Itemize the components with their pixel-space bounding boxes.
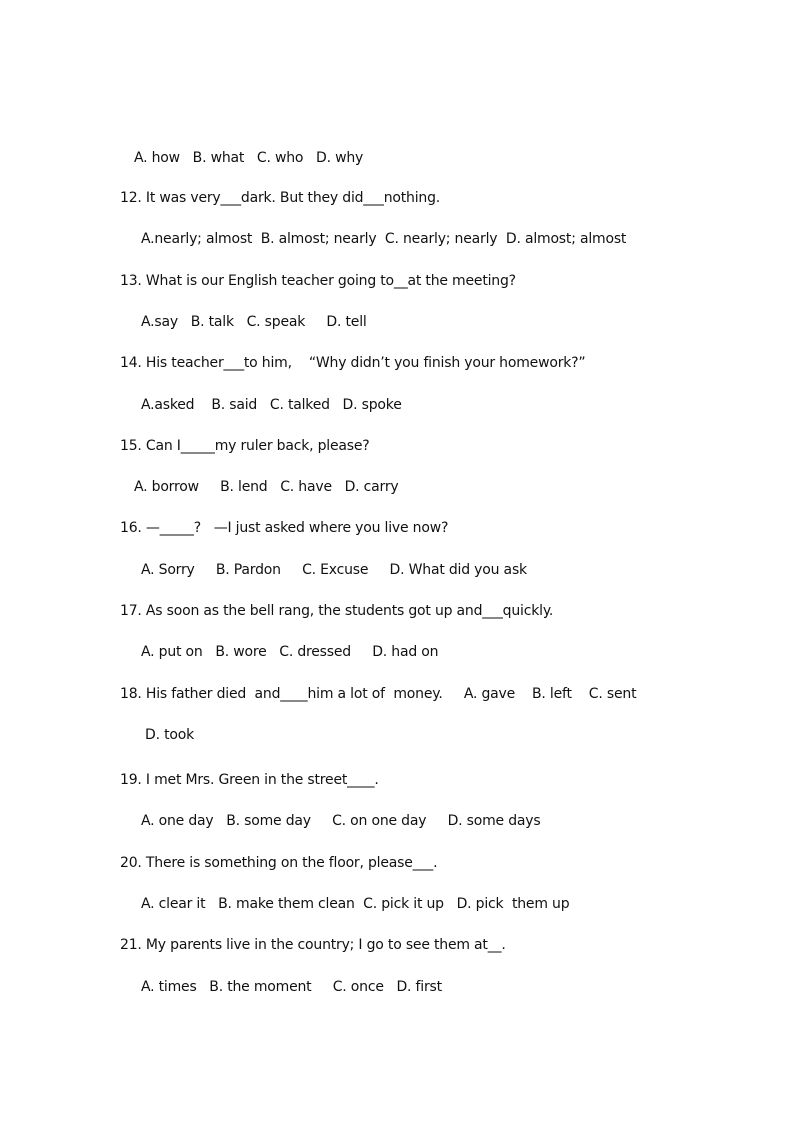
q17-question: 17. As soon as the bell rang, the students got up and___quickly.	[120, 603, 554, 619]
q16-question: 16. —_____? —I just asked where you live now?	[120, 520, 449, 536]
q16-options: A. Sorry B. Pardon C. Excuse D. What did you ask	[141, 562, 527, 578]
q19-question: 19. I met Mrs. Green in the street____.	[120, 772, 379, 788]
q20-options: A. clear it B. make them clean C. pick it up D. pick them up	[141, 896, 570, 912]
q21-question: 21. My parents live in the country; I go to see them at__.	[120, 937, 506, 953]
q18-options-continued: D. took	[145, 727, 195, 743]
q12-question: 12. It was very___dark. But they did___nothing.	[120, 190, 441, 206]
q11-options: A. how B. what C. who D. why	[134, 150, 364, 166]
q14-options: A.asked B. said C. talked D. spoke	[141, 397, 402, 413]
q21-options: A. times B. the moment C. once D. first	[141, 979, 442, 995]
q19-options: A. one day B. some day C. on one day D. some days	[141, 813, 541, 829]
q15-question: 15. Can I_____my ruler back, please?	[120, 438, 370, 454]
q15-options: A. borrow B. lend C. have D. carry	[134, 479, 399, 495]
q18-question: 18. His father died and____him a lot of money. A. gave B. left C. sent	[120, 686, 637, 702]
q14-question: 14. His teacher___to him, “Why didn’t you finish your homework?”	[120, 355, 586, 371]
q17-options: A. put on B. wore C. dressed D. had on	[141, 644, 439, 660]
q13-options: A.say B. talk C. speak D. tell	[141, 314, 367, 330]
q12-options: A.nearly; almost B. almost; nearly C. nearly; nearly D. almost; almost	[141, 231, 627, 247]
q20-question: 20. There is something on the floor, please___.	[120, 855, 438, 871]
q13-question: 13. What is our English teacher going to__at the meeting?	[120, 273, 516, 289]
